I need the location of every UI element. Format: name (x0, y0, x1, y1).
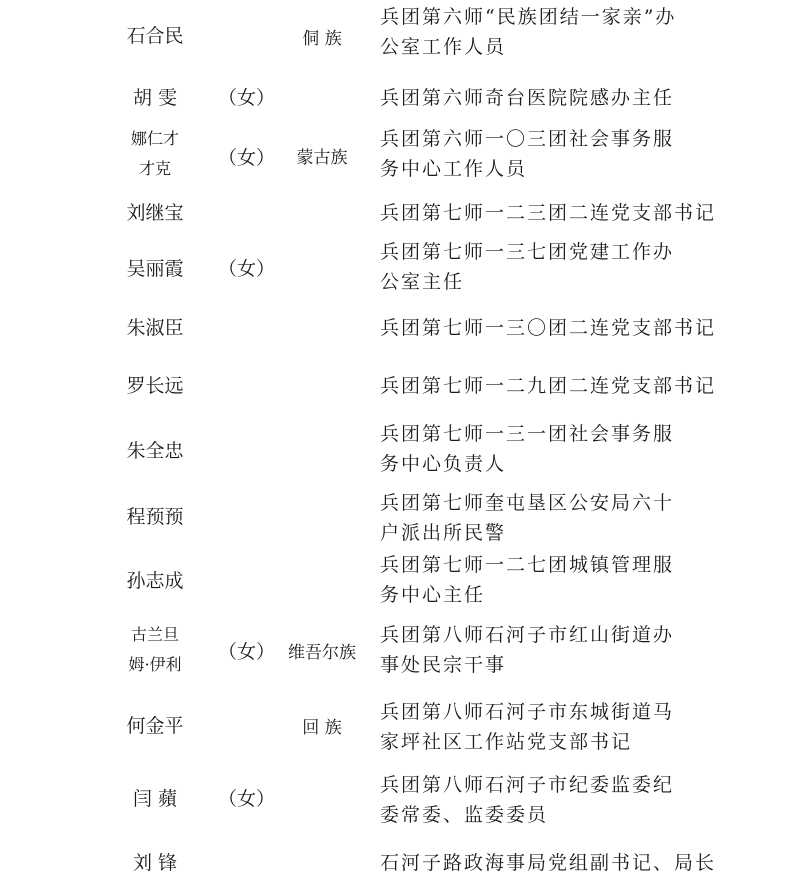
person-description: 兵团第八师石河子市东城街道马 家坪社区工作站党支部书记 (380, 701, 675, 753)
person-name: 朱全忠 (126, 440, 184, 462)
person-name: 吴丽霞 (126, 258, 184, 280)
person-name: 程预预 (126, 506, 184, 528)
person-name: 刘 锋 (132, 852, 178, 874)
person-description: 石河子路政海事局党组副书记、局长 (380, 852, 717, 874)
person-description: 兵团第七师奎屯垦区公安局六十 户派出所民警 (380, 492, 675, 544)
person-name: 刘继宝 (126, 202, 184, 224)
person-name: 朱淑臣 (126, 317, 184, 339)
person-gender: （女） (218, 87, 276, 109)
person-name: 胡 雯 (132, 87, 178, 109)
person-description: 兵团第八师石河子市纪委监委纪 委常委、监委委员 (380, 774, 675, 826)
person-gender: （女） (218, 258, 276, 280)
person-gender: （女） (218, 147, 276, 169)
person-name: 古兰旦 姆·伊利 (128, 625, 182, 674)
person-name: 闫 蘋 (132, 788, 178, 810)
person-ethnicity: 蒙古族 (296, 148, 348, 168)
person-description: 兵团第七师一三七团党建工作办 公室主任 (380, 241, 675, 293)
person-name: 罗长远 (126, 375, 184, 397)
person-name: 石合民 (126, 25, 184, 47)
person-name: 孙志成 (126, 570, 184, 592)
person-description: 兵团第六师一〇三团社会事务服 务中心工作人员 (380, 128, 675, 180)
person-gender: （女） (218, 788, 276, 810)
person-description: 兵团第八师石河子市红山街道办 事处民宗干事 (380, 624, 675, 676)
person-description: 兵团第七师一二三团二连党支部书记 (380, 202, 717, 224)
person-ethnicity: 回 族 (302, 718, 342, 738)
person-description: 兵团第六师奇台医院院感办主任 (380, 87, 675, 109)
person-description: 兵团第七师一二七团城镇管理服 务中心主任 (380, 554, 675, 606)
person-ethnicity: 维吾尔族 (288, 643, 356, 663)
person-name: 何金平 (126, 715, 184, 737)
person-description: 兵团第七师一二九团二连党支部书记 (380, 375, 717, 397)
person-description: 兵团第七师一三〇团二连党支部书记 (380, 317, 717, 339)
person-ethnicity: 侗 族 (302, 29, 342, 49)
person-gender: （女） (218, 641, 276, 663)
person-description: 兵团第六师“民族团结一家亲”办 公室工作人员 (380, 6, 677, 58)
person-name: 娜仁才 才克 (130, 129, 179, 178)
person-description: 兵团第七师一三一团社会事务服 务中心负责人 (380, 423, 675, 475)
